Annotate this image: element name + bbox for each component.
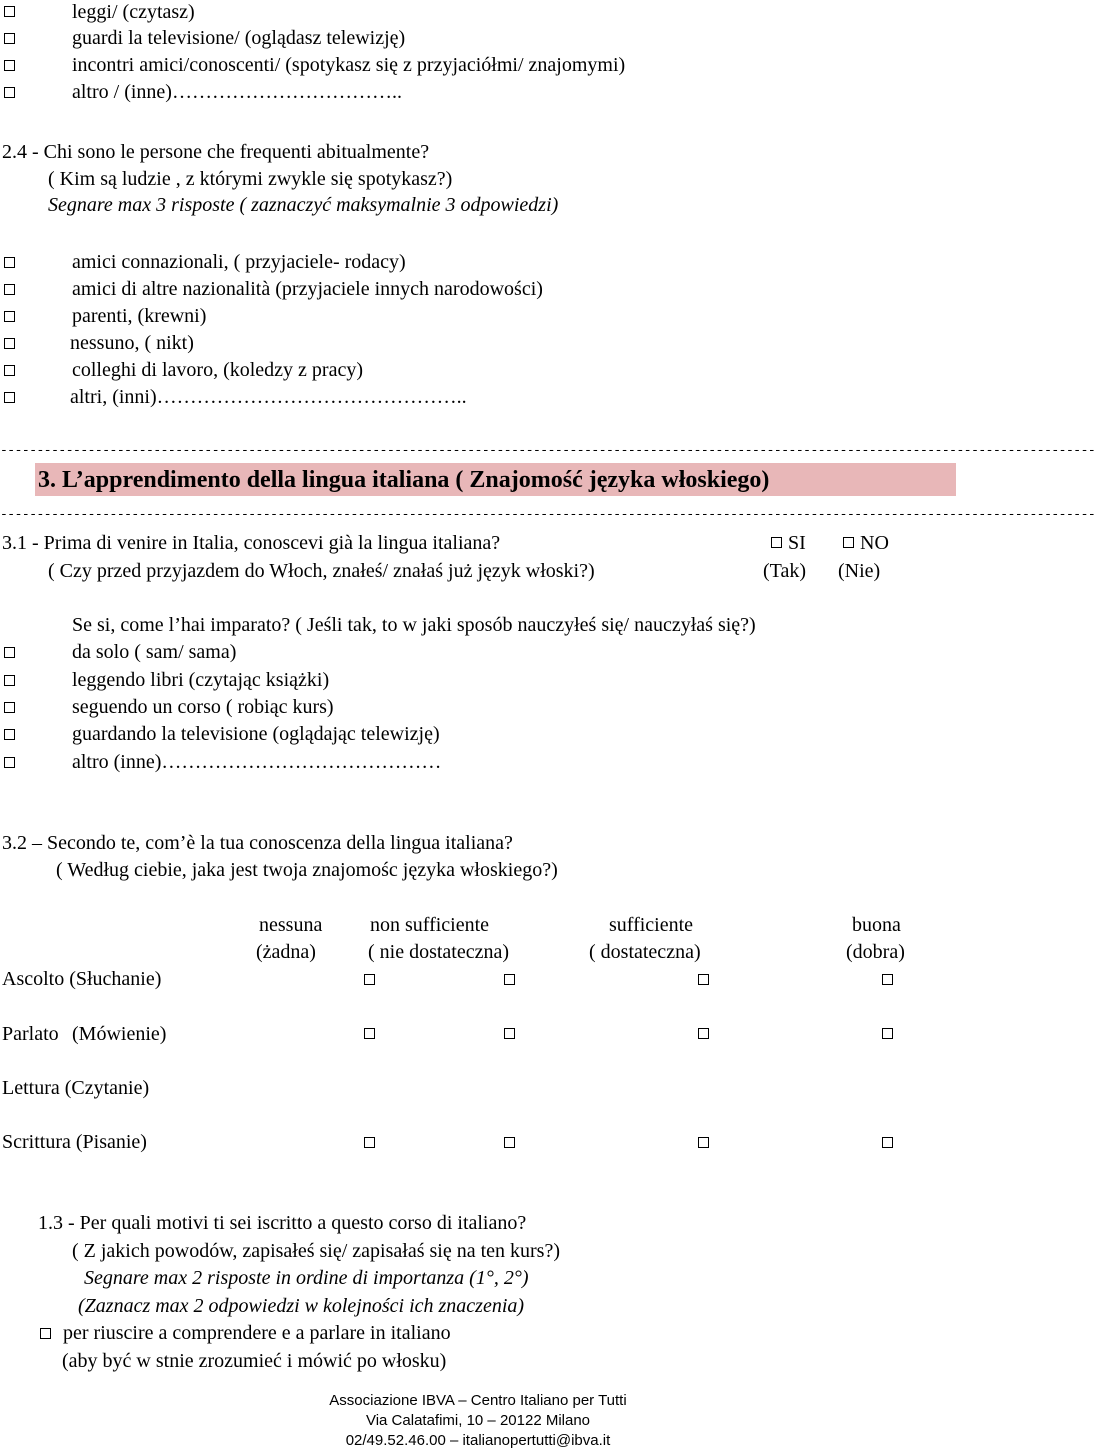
rating-checkbox[interactable]	[364, 1028, 375, 1039]
yes-label: SI	[788, 532, 806, 554]
checkbox[interactable]	[4, 60, 15, 71]
question-subtitle: ( Czy przed przyjazdem do Włoch, znałeś/ znałaś już język włoski?)	[48, 560, 595, 582]
column-header: non sufficiente	[370, 914, 490, 936]
checkbox[interactable]	[4, 257, 15, 268]
rating-checkbox[interactable]	[698, 1137, 709, 1148]
footer-address: Via Calatafimi, 10 – 20122 Milano	[365, 1412, 591, 1429]
column-header: buona	[852, 914, 901, 936]
checkbox[interactable]	[4, 757, 15, 768]
option-label: amici connazionali, ( przyjaciele- rodacy)	[72, 251, 406, 273]
checkbox[interactable]	[4, 33, 15, 44]
option-label: leggi/ (czytasz)	[72, 1, 195, 23]
option-label: per riuscire a comprendere e a parlare in italiano	[63, 1322, 451, 1344]
divider-line: ------------------------------------------------------------------------------------------------------------------------------------------------------	[0, 507, 1095, 522]
question-subtitle: ( Z jakich powodów, zapisałeś się/ zapisałaś się na ten kurs?)	[72, 1240, 560, 1262]
option-label-pl: (aby być w stnie zrozumieć i mówić po włosku)	[62, 1350, 447, 1372]
option-label: guardando la televisione (oglądając telewizję)	[72, 723, 440, 745]
checkbox[interactable]	[4, 729, 15, 740]
question-title: 3.2 – Secondo te, com’è la tua conoscenza della lingua italiana?	[2, 832, 513, 854]
question-instruction-pl: (Zaznacz max 2 odpowiedzi w kolejności ich znaczenia)	[78, 1295, 525, 1317]
row-label: Scrittura (Pisanie)	[2, 1131, 147, 1153]
rating-checkbox[interactable]	[698, 1028, 709, 1039]
option-label: guardi la televisione/ (oglądasz telewizję)	[72, 27, 406, 49]
checkbox[interactable]	[4, 702, 15, 713]
rating-checkbox[interactable]	[698, 974, 709, 985]
checkbox[interactable]	[4, 675, 15, 686]
question-followup: Se si, come l’hai imparato? ( Jeśli tak, to w jaki sposób nauczyłeś się/ nauczyłaś się?)	[72, 614, 756, 636]
rating-checkbox[interactable]	[504, 1028, 515, 1039]
checkbox[interactable]	[40, 1328, 51, 1339]
column-header-pl: ( nie dostateczna)	[368, 941, 510, 963]
option-label: parenti, (krewni)	[72, 305, 207, 327]
footer-contact: 02/49.52.46.00 – italianopertutti@ibva.it	[345, 1432, 611, 1449]
option-label: colleghi di lavoro, (koledzy z pracy)	[72, 359, 363, 381]
checkbox[interactable]	[4, 284, 15, 295]
option-label: incontri amici/conoscenti/ (spotykasz się z przyjaciółmi/ znajomymi)	[72, 54, 626, 76]
rating-checkbox[interactable]	[364, 974, 375, 985]
rating-checkbox[interactable]	[882, 1028, 893, 1039]
row-label: Lettura (Czytanie)	[2, 1077, 150, 1099]
section-heading: 3. L’apprendimento della lingua italiana ( Znajomość języka włoskiego)	[38, 467, 770, 493]
row-label: Ascolto (Słuchanie)	[2, 968, 162, 990]
column-header-pl: (żadna)	[256, 941, 316, 963]
option-label: altro (inne)……………………………………	[72, 751, 442, 773]
rating-checkbox[interactable]	[504, 1137, 515, 1148]
question-instruction: Segnare max 3 risposte ( zaznaczyć maksymalnie 3 odpowiedzi)	[48, 194, 559, 216]
option-label: leggendo libri (czytając książki)	[72, 669, 330, 691]
checkbox[interactable]	[4, 392, 15, 403]
rating-checkbox[interactable]	[364, 1137, 375, 1148]
question-subtitle: ( Według ciebie, jaka jest twoja znajomośc języka włoskiego?)	[56, 859, 558, 881]
no-checkbox[interactable]	[843, 537, 854, 548]
footer-organization: Associazione IBVA – Centro Italiano per Tutti	[329, 1392, 627, 1409]
question-title: 2.4 - Chi sono le persone che frequenti abitualmente?	[2, 141, 430, 163]
no-label: NO	[860, 532, 889, 554]
checkbox[interactable]	[4, 6, 15, 17]
checkbox[interactable]	[4, 647, 15, 658]
option-label: da solo ( sam/ sama)	[72, 641, 237, 663]
column-header-pl: (dobra)	[846, 941, 905, 963]
rating-checkbox[interactable]	[882, 1137, 893, 1148]
column-header-pl: ( dostateczna)	[589, 941, 701, 963]
column-header: sufficiente	[609, 914, 694, 936]
option-label: altro / (inne)……………………………..	[72, 81, 402, 103]
option-label: nessuno, ( nikt)	[70, 332, 194, 354]
row-label: Parlato	[2, 1023, 59, 1045]
checkbox[interactable]	[4, 365, 15, 376]
checkbox[interactable]	[4, 311, 15, 322]
option-label: altri, (inni)………………………………………..	[70, 386, 467, 408]
option-label: amici di altre nazionalità (przyjaciele innych narodowości)	[72, 278, 543, 300]
no-label-pl: (Nie)	[838, 560, 881, 582]
question-title: 3.1 - Prima di venire in Italia, conoscevi già la lingua italiana?	[2, 532, 501, 554]
question-instruction: Segnare max 2 risposte in ordine di importanza (1°, 2°)	[84, 1267, 529, 1289]
column-header: nessuna	[259, 914, 323, 936]
checkbox[interactable]	[4, 87, 15, 98]
option-label: seguendo un corso ( robiąc kurs)	[72, 696, 334, 718]
rating-checkbox[interactable]	[882, 974, 893, 985]
rating-checkbox[interactable]	[504, 974, 515, 985]
question-title: 1.3 - Per quali motivi ti sei iscritto a questo corso di italiano?	[38, 1212, 527, 1234]
divider-line: ------------------------------------------------------------------------------------------------------------------------------------------------------	[0, 443, 1095, 458]
yes-label-pl: (Tak)	[763, 560, 807, 582]
row-label-pl: (Mówienie)	[72, 1023, 167, 1045]
question-subtitle: ( Kim są ludzie , z którymi zwykle się spotykasz?)	[48, 168, 453, 190]
yes-checkbox[interactable]	[771, 537, 782, 548]
checkbox[interactable]	[4, 338, 15, 349]
